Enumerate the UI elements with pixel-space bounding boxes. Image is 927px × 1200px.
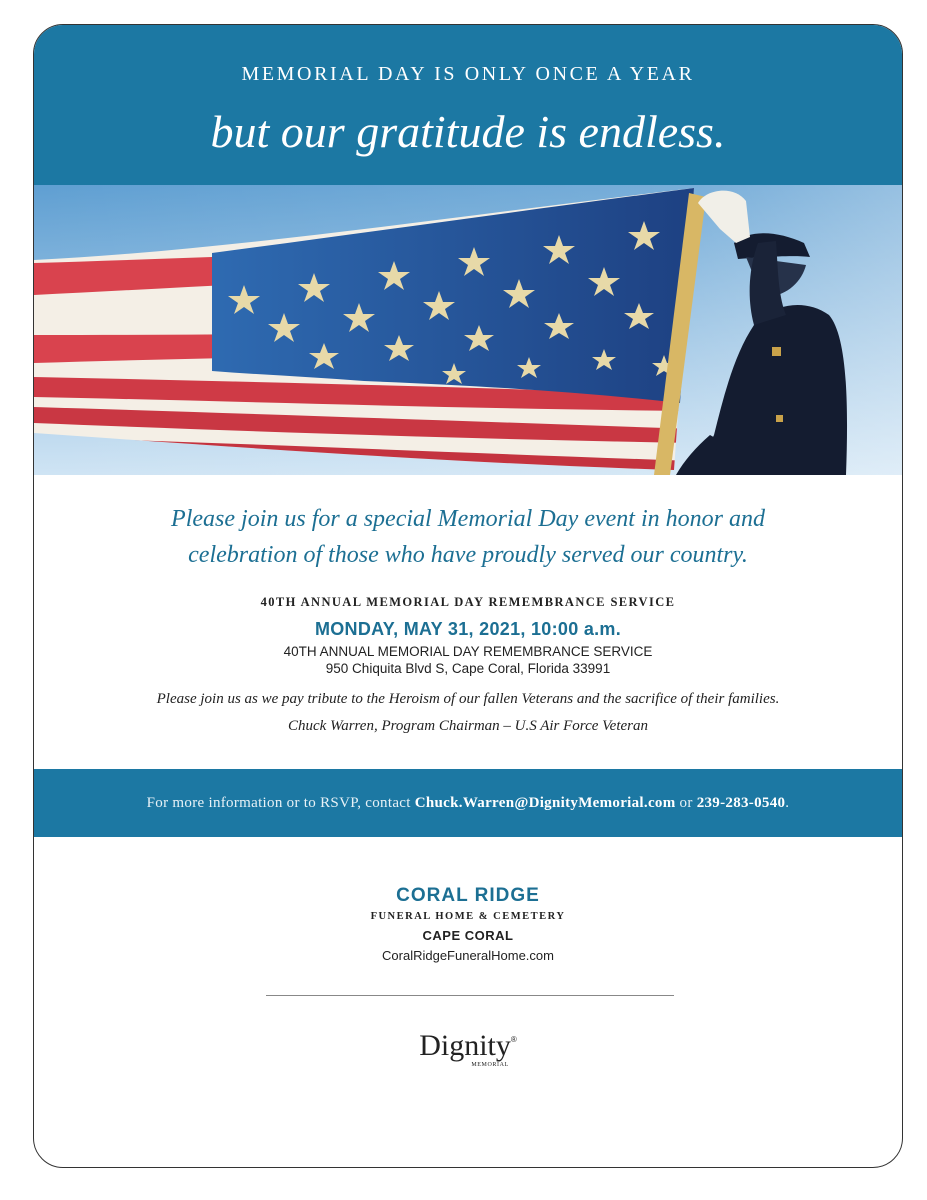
rsvp-middle: or: [675, 795, 697, 811]
header-subtitle: MEMORIAL DAY IS ONLY ONCE A YEAR: [241, 63, 695, 85]
rsvp-banner: [34, 769, 902, 837]
flag-photo: [34, 185, 903, 475]
brand-city: CAPE CORAL: [422, 928, 514, 943]
invitation-line-1: Please join us for a special Memorial Day event in honor and: [171, 506, 765, 532]
logo-name: Dignity: [419, 1029, 511, 1062]
rsvp-email-link[interactable]: Chuck.Warren@DignityMemorial.com: [414, 795, 676, 811]
header-title: but our gratitude is endless.: [210, 106, 726, 157]
logo-registered-mark: ®: [510, 1035, 517, 1044]
brand-subtitle: FUNERAL HOME & CEMETERY: [370, 911, 566, 922]
invitation-text: [34, 501, 902, 573]
event-address: 950 Chiquita Blvd S, Cape Coral, Florida 33991: [325, 661, 611, 676]
chairman-text: Chuck Warren, Program Chairman – U.S Air Force Veteran: [288, 718, 648, 734]
logo-memorial: MEMORIAL: [471, 1062, 509, 1068]
divider: [266, 995, 674, 996]
invitation-line-2: celebration of those who have proudly served our country.: [188, 542, 748, 568]
flyer-card: [33, 24, 903, 1168]
rsvp-phone-link[interactable]: 239-283-0540: [696, 795, 786, 811]
rsvp-prefix: For more information or to RSVP, contact: [146, 795, 415, 811]
rsvp-suffix: .: [785, 795, 790, 811]
dignity-memorial-logo: [34, 1029, 902, 1068]
header-banner: [34, 25, 902, 185]
event-title: 40TH ANNUAL MEMORIAL DAY REMEMBRANCE SERVICE: [260, 595, 676, 609]
brand-name: CORAL RIDGE: [396, 885, 540, 906]
tribute-text: Please join us as we pay tribute to the Heroism of our fallen Veterans and the sacrifice of their families.: [156, 691, 780, 707]
event-date: MONDAY, MAY 31, 2021, 10:00 a.m.: [314, 619, 622, 639]
event-name: 40TH ANNUAL MEMORIAL DAY REMEMBRANCE SERVICE: [283, 644, 653, 659]
brand-website-link[interactable]: CoralRidgeFuneralHome.com: [382, 948, 554, 963]
